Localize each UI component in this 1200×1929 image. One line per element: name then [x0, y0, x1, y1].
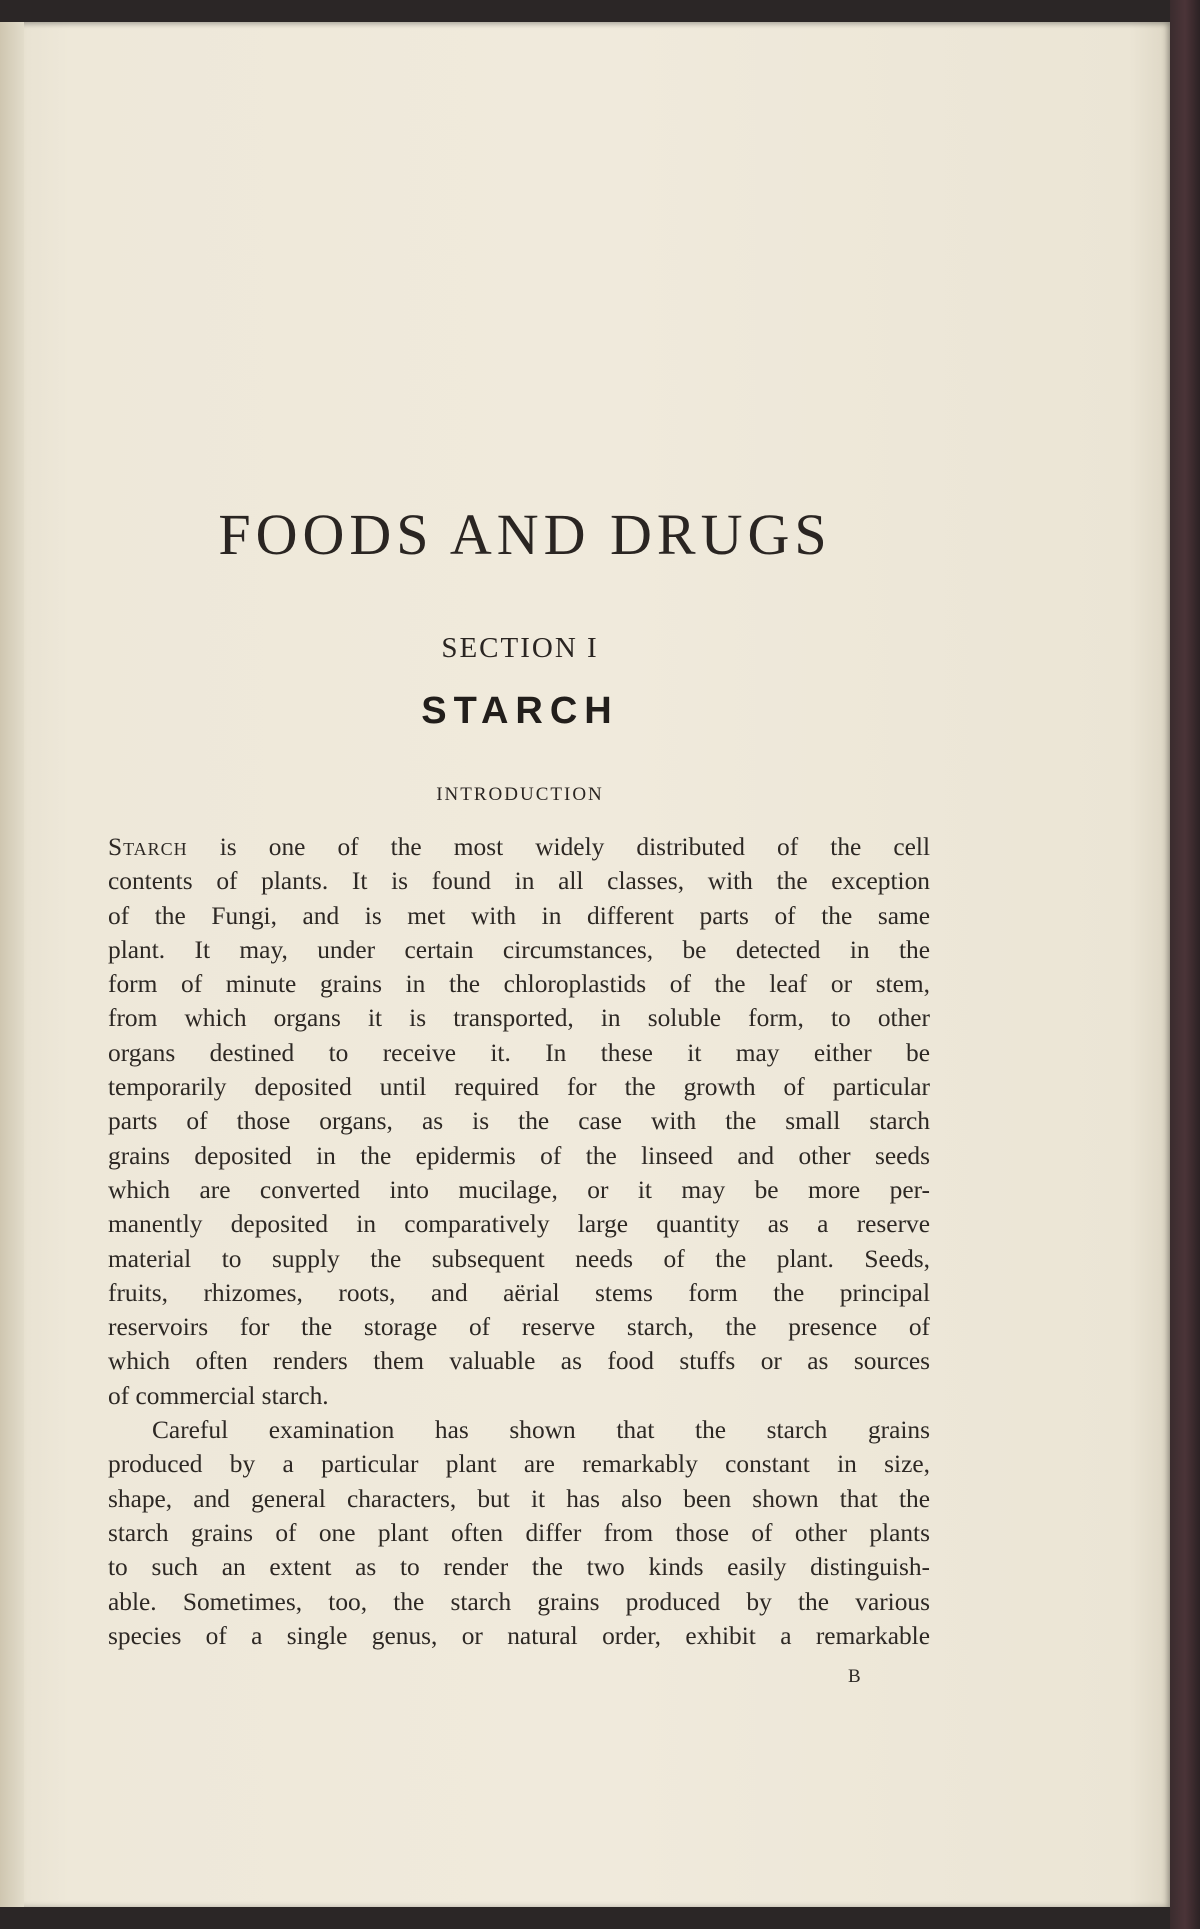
book-cover-edge: [1170, 0, 1200, 1929]
paragraph-line: of the Fungi, and is met with in different parts of the same: [108, 901, 930, 930]
paragraph-line: Careful examination has shown that the starch grains: [152, 1416, 930, 1445]
lead-word: Starch: [108, 833, 188, 861]
paragraph-line: shape, and general characters, but it has also been shown that the: [108, 1484, 930, 1513]
subheading: INTRODUCTION: [436, 784, 604, 805]
paragraph-2: [108, 1413, 930, 1653]
paragraph-line: able. Sometimes, too, the starch grains produced by the various: [108, 1587, 930, 1616]
page-gutter: [0, 22, 24, 1907]
paragraph-line: to such an extent as to render the two kinds easily distinguish-: [108, 1553, 930, 1582]
paragraph-line: form of minute grains in the chloroplastids of the leaf or stem,: [108, 970, 930, 999]
paragraph-line: which often renders them valuable as food stuffs or as sources: [108, 1347, 930, 1376]
paragraph-line: temporarily deposited until required for the growth of particular: [108, 1073, 930, 1102]
paragraph-line: produced by a particular plant are remarkably constant in size,: [108, 1450, 930, 1479]
paragraph-line: contents of plants. It is found in all classes, with the exception: [108, 867, 930, 896]
paragraph-line: material to supply the subsequent needs of the plant. Seeds,: [108, 1244, 930, 1273]
signature-mark: B: [848, 1666, 861, 1687]
paragraph-line: starch grains of one plant often differ from those of other plants: [108, 1518, 930, 1547]
paragraph-line: grains deposited in the epidermis of the linseed and other seeds: [108, 1141, 930, 1170]
paragraph-line: plant. It may, under certain circumstances, be detected in the: [108, 935, 930, 964]
section-title: STARCH: [421, 690, 619, 732]
paragraph-line: Starch is one of the most widely distributed of the cell: [108, 833, 930, 861]
paragraph-line: from which organs it is transported, in soluble form, to other: [108, 1004, 930, 1033]
paragraph-line: organs destined to receive it. In these it may either be: [108, 1038, 930, 1067]
paragraph-line: parts of those organs, as is the case with the small starch: [108, 1107, 930, 1136]
paragraph-line: fruits, rhizomes, roots, and aërial stems form the principal: [108, 1278, 930, 1307]
paragraph-1: [108, 830, 930, 1413]
book-title: FOODS AND DRUGS: [218, 501, 832, 567]
paragraph-line: reservoirs for the storage of reserve starch, the presence of: [108, 1313, 930, 1342]
body-text: [108, 830, 930, 1653]
paragraph-line: species of a single genus, or natural order, exhibit a remarkable: [108, 1621, 930, 1650]
section-label: SECTION I: [441, 632, 599, 664]
paragraph-line: which are converted into mucilage, or it may be more per-: [108, 1175, 930, 1204]
paragraph-line: manently deposited in comparatively large quantity as a reserve: [108, 1210, 930, 1239]
paragraph-line: of commercial starch.: [108, 1381, 329, 1410]
